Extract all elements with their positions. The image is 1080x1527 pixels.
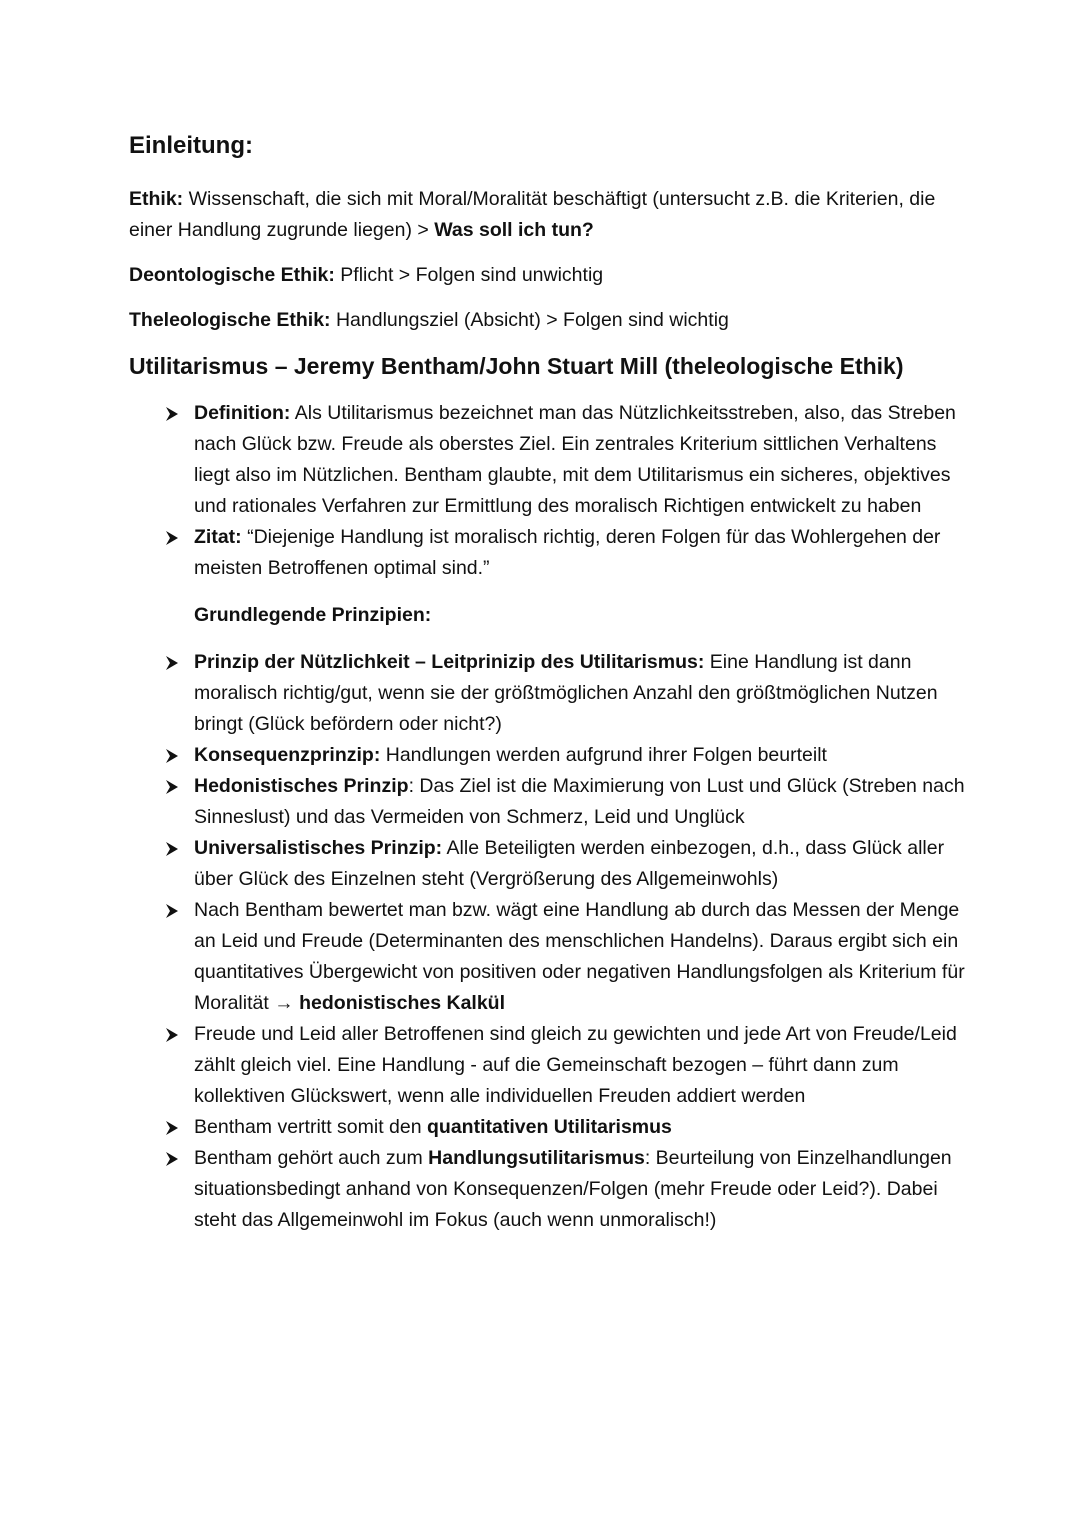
zitat-text: “Diejenige Handlung ist moralisch richtig, deren Folgen für das Wohlergehen der meisten Betroffenen optimal sind.” <box>194 526 941 579</box>
list-item <box>129 1112 969 1143</box>
principle-text: Alle Beteiligten werden einbezogen, d.h., dass Glück aller über Glück des Einzelnen steht (Vergrößerung des Allgemeinwohls) <box>194 837 945 890</box>
arrow-bullet-icon <box>165 530 179 546</box>
arrow-bullet-icon <box>165 841 179 857</box>
principle-term: Prinzip der Nützlichkeit – Leitprinizip des Utilitarismus: <box>194 651 705 673</box>
ethik-question: Was soll ich tun? <box>434 219 594 241</box>
arrow-bullet-icon <box>165 655 179 671</box>
arrow-bullet-icon <box>165 903 179 919</box>
theleo-text: Handlungsziel (Absicht) > Folgen sind wichtig <box>330 309 729 331</box>
arrow-bullet-icon <box>165 406 179 422</box>
utilitarismus-heading: Utilitarismus – Jeremy Bentham/John Stuart Mill (theleologische Ethik) <box>129 353 904 379</box>
principle-term: Konsequenzprinzip: <box>194 744 381 766</box>
list-item <box>129 522 969 584</box>
list-item <box>129 833 969 895</box>
theleologische-definition <box>129 305 969 336</box>
deont-text: Pflicht > Folgen sind unwichtig <box>334 264 604 286</box>
intro-bullet-list <box>129 398 969 584</box>
principle-term: Hedonistisches Prinzip <box>194 775 409 797</box>
principle-term: Universalistisches Prinzip: <box>194 837 443 859</box>
theleo-term: Theleologische Ethik: <box>129 309 331 331</box>
arrow-bullet-icon <box>165 779 179 795</box>
definition-text: Als Utilitarismus bezeichnet man das Nützlichkeitsstreben, also, das Streben nach Glück bzw. Freude als oberstes Ziel. Ein zentrales Kriterium sittlichen Verhaltens liegt also im Nützlichen. Bentham glaubte, mit dem Utilitarismus ein sicheres, objektives und rationales Verfahren zur Ermittlung des moralisch Richtigen entwickelt zu haben <box>194 402 956 517</box>
list-item <box>129 740 969 771</box>
deont-term: Deontologische Ethik: <box>129 264 335 286</box>
ethik-definition <box>129 184 969 246</box>
intro-heading: Einleitung: <box>129 132 253 159</box>
arrow-bullet-icon <box>165 1151 179 1167</box>
arrow-bullet-icon <box>165 1027 179 1043</box>
principle-text: Bentham gehört auch zum <box>194 1147 429 1169</box>
list-item <box>129 771 969 833</box>
definition-term: Definition: <box>194 402 291 424</box>
list-item <box>129 647 969 740</box>
list-item <box>129 895 969 1019</box>
principle-text: Nach Bentham bewertet man bzw. wägt eine Handlung ab durch das Messen der Menge an Leid und Freude (Determinanten des menschlichen Handelns). Daraus ergibt sich ein quantitatives Übergewicht von positiven oder negativen Handlungsfolgen als Kriterium für Moralität <box>194 899 965 1014</box>
principle-text: : Das Ziel ist die Maximierung von Lust und Glück (Streben nach Sinneslust) und das Vermeiden von Schmerz, Leid und Unglück <box>194 775 965 828</box>
principle-text: Eine Handlung ist dann moralisch richtig/gut, wenn sie der größtmöglichen Anzahl den größtmöglichen Nutzen bringt (Glück befördern oder nicht?) <box>194 651 938 735</box>
principle-text: Freude und Leid aller Betroffenen sind gleich zu gewichten und jede Art von Freude/Leid zählt gleich viel. Eine Handlung - auf die Gemeinschaft bezogen – führt dann zum kollektiven Glückswert, wenn alle individuellen Freuden addiert werden <box>194 1023 957 1107</box>
arrow-bullet-icon <box>165 1120 179 1136</box>
list-item <box>129 1143 969 1236</box>
deontologische-definition <box>129 260 969 291</box>
list-item <box>129 1019 969 1112</box>
prinzipien-list <box>129 647 969 1236</box>
principle-text: Bentham vertritt somit den <box>194 1116 428 1138</box>
document-content <box>129 130 969 1236</box>
quantitativer-utilitarismus: quantitativen Utilitarismus <box>427 1116 672 1138</box>
ethik-text: Wissenschaft, die sich mit Moral/Moralität beschäftigt (untersucht z.B. die Kriterien, die einer Handlung zugrunde liegen) > <box>129 188 936 241</box>
zitat-term: Zitat: <box>194 526 242 548</box>
prinzipien-subheading: Grundlegende Prinzipien: <box>194 604 432 626</box>
list-item <box>129 398 969 522</box>
handlungsutilitarismus: Handlungsutilitarismus <box>428 1147 645 1169</box>
hedonistisches-kalkuel: → hedonistisches Kalkül <box>274 992 506 1014</box>
principle-text: Handlungen werden aufgrund ihrer Folgen beurteilt <box>380 744 827 766</box>
ethik-term: Ethik: <box>129 188 184 210</box>
arrow-bullet-icon <box>165 748 179 764</box>
principle-text: : Beurteilung von Einzelhandlungen situationsbedingt anhand von Konsequenzen/Folgen (mehr Freude oder Leid?). Dabei steht das Allgemeinwohl im Fokus (auch wenn unmoralisch!) <box>194 1147 952 1231</box>
